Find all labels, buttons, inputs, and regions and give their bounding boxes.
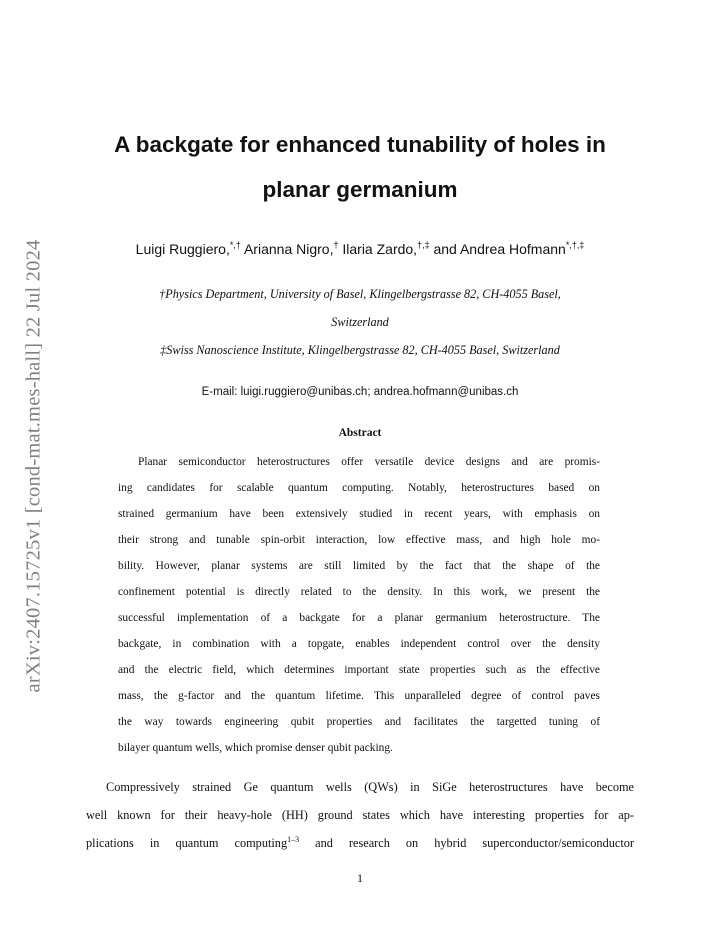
body-line: Compressively strained Ge quantum wells (QWs) in SiGe heterostructures have become — [106, 780, 634, 794]
author-name: Andrea Hofmann — [459, 241, 566, 257]
author-list — [80, 238, 640, 260]
paper-title-line-2: planar germanium — [262, 177, 458, 202]
author-name: Arianna Nigro, — [243, 241, 334, 257]
abstract-line: the way towards engineering qubit properties and facilitates the targetted tuning of — [118, 716, 600, 728]
affiliation-physics-department — [96, 280, 624, 336]
author-affiliation-marks: †,‡ — [417, 240, 430, 250]
abstract-line: bility. However, planar systems are still limited by the fact that the shape of the — [118, 560, 600, 572]
abstract-heading: Abstract — [338, 427, 382, 439]
author-affiliation-marks: *,† — [229, 240, 241, 250]
abstract-line: mass, the g-factor and the quantum lifetime. This unparalleled degree of control paves — [118, 690, 600, 702]
body-line — [86, 834, 634, 852]
arxiv-identifier-stamp: arXiv:2407.15725v1 [cond-mat.mes-hall] 22 Jul 2024 — [22, 239, 45, 693]
abstract-line: ing candidates for scalable quantum computing. Notably, heterostructures based on — [118, 482, 600, 494]
affiliation-line: †Physics Department, University of Basel, Klingelbergstrasse 82, CH-4055 Basel, — [159, 287, 561, 301]
body-line: well known for their heavy-hole (HH) ground states which have interesting properties for ap- — [86, 808, 634, 822]
paper-title-line-1: A backgate for enhanced tunability of holes in — [114, 132, 606, 157]
authors-conjunction: and — [433, 241, 457, 257]
author-affiliation-marks: † — [333, 240, 339, 250]
author-name: Ilaria Zardo, — [342, 241, 418, 257]
abstract-line: confinement potential is directly related to the density. In this work, we present the — [118, 586, 600, 598]
affiliation-nanoscience-institute: ‡Swiss Nanoscience Institute, Klingelbergstrasse 82, CH-4055 Basel, Switzerland — [160, 343, 560, 357]
affiliation-line: Switzerland — [331, 315, 389, 329]
body-text: plications in quantum computing — [86, 836, 288, 850]
body-text: and research on hybrid superconductor/semiconductor — [299, 836, 634, 850]
contact-email: E-mail: luigi.ruggiero@unibas.ch; andrea.hofmann@unibas.ch — [201, 386, 519, 398]
author-name: Luigi Ruggiero, — [135, 241, 230, 257]
citation-reference: 1–3 — [287, 835, 300, 844]
paper-title — [88, 122, 632, 212]
abstract-line: bilayer quantum wells, which promise denser qubit packing. — [118, 742, 393, 754]
abstract-line: strained germanium have been extensively studied in recent years, with emphasis on — [118, 508, 600, 520]
abstract-line: their strong and tunable spin-orbit interaction, low effective mass, and high hole mo- — [118, 534, 600, 546]
abstract-line: backgate, in combination with a topgate, enables independent control over the density — [118, 638, 600, 650]
abstract-line: Planar semiconductor heterostructures offer versatile device designs and are promis- — [138, 456, 600, 468]
page-number: 1 — [357, 871, 363, 885]
abstract-line: successful implementation of a backgate for a planar germanium heterostructure. The — [118, 612, 600, 624]
abstract-line: and the electric field, which determines important state properties such as the effective — [118, 664, 600, 676]
author-affiliation-marks: *,†,‡ — [565, 240, 585, 250]
